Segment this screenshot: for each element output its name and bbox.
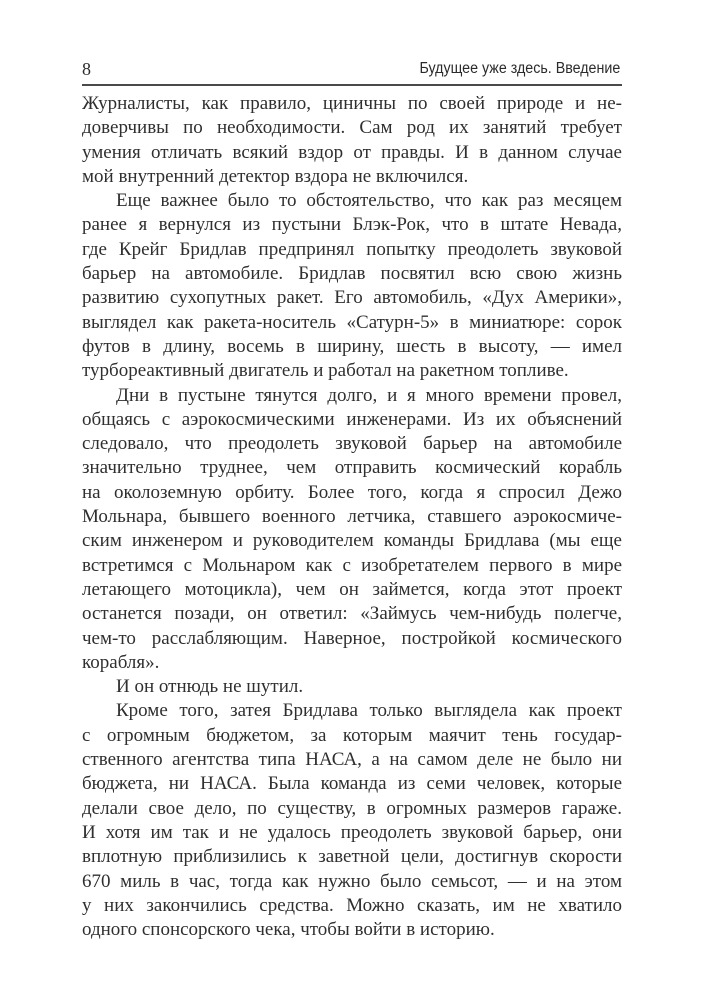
paragraph xyxy=(82,675,622,699)
text-line: одного спонсорского чека, чтобы войти в историю. xyxy=(82,919,495,941)
text-line: летающего мотоцикла), чем он займется, когда этот проект xyxy=(82,578,622,600)
paragraph xyxy=(82,699,622,942)
text-line: Журналисты, как правило, циничны по своей природе и не- xyxy=(82,93,622,114)
text-line: доверчивы по необходимости. Сам род их занятий требует xyxy=(82,117,622,139)
text-line: ским инженером и руководителем команды Бридлава (мы еще xyxy=(82,530,622,552)
page-number: 8 xyxy=(82,59,91,79)
text-line: с огромным бюджетом, за которым маячит тень государ- xyxy=(82,724,622,746)
text-line: где Крейг Бридлав предпринял попытку преодолеть звуковой xyxy=(82,238,622,260)
text-line: у них закончились средства. Можно сказать, им не хватило xyxy=(82,894,622,916)
text-line: Кроме того, затея Бридлава только выглядела как проект xyxy=(116,700,622,722)
text-line: мой внутренний детектор вздора не включился. xyxy=(82,165,469,187)
text-line: футов в длину, восемь в ширину, шесть в высоту, — имел xyxy=(82,335,622,357)
page-header xyxy=(82,58,620,84)
text-line: бюджета, ни НАСА. Была команда из семи человек, которые xyxy=(82,773,622,795)
text-line: 670 миль в час, тогда как нужно было семьсот, — и на этом xyxy=(82,870,622,892)
running-title: Будущее уже здесь. Введение xyxy=(419,60,620,77)
paragraph xyxy=(82,189,622,383)
text-line: корабля». xyxy=(82,651,160,673)
text-line: Дни в пустыне тянутся долго, и я много времени провел, xyxy=(116,384,622,406)
text-line: турбореактивный двигатель и работал на ракетном топливе. xyxy=(82,360,569,382)
text-line: Мольнара, бывшего военного летчика, ставшего аэрокосмиче- xyxy=(82,506,622,528)
header-divider xyxy=(82,84,622,86)
text-line: Еще важнее было то обстоятельство, что как раз месяцем xyxy=(116,190,622,212)
text-line: чем-то расслабляющим. Наверное, постройкой космического xyxy=(82,627,622,649)
text-line: барьер на автомобиле. Бридлав посвятил всю свою жизнь xyxy=(82,263,622,285)
text-line: следовало, что преодолеть звуковой барьер на автомобиле xyxy=(82,433,622,455)
text-line: развитию сухопутных ракет. Его автомобиль, «Дух Америки», xyxy=(82,287,622,309)
text-line: на околоземную орбиту. Более того, когда я спросил Дежо xyxy=(82,481,622,503)
body-text xyxy=(82,92,622,942)
text-line: ственного агентства типа НАСА, а на самом деле не было ни xyxy=(82,749,622,771)
text-line: делали свое дело, по существу, в огромных размеров гараже. xyxy=(82,797,622,819)
paragraph xyxy=(82,92,622,189)
paragraph xyxy=(82,384,622,676)
text-line: значительно труднее, чем отправить космический корабль xyxy=(82,457,622,479)
text-line: вплотную приблизились к заветной цели, достигнув скорости xyxy=(82,846,622,868)
text-line: И он отнюдь не шутил. xyxy=(116,676,304,698)
text-line: И хотя им так и не удалось преодолеть звуковой барьер, они xyxy=(82,821,622,843)
text-line: останется позади, он ответил: «Займусь чем-нибудь полегче, xyxy=(82,603,622,625)
text-line: ранее я вернулся из пустыни Блэк-Рок, что в штате Невада, xyxy=(82,214,622,236)
text-line: выглядел как ракета-носитель «Сатурн-5» в миниатюре: сорок xyxy=(82,311,622,333)
text-line: встретимся с Мольнаром как с изобретателем первого в мире xyxy=(82,554,622,576)
text-line: умения отличать всякий вздор от правды. И в данном случае xyxy=(82,141,622,163)
text-line: общаясь с аэрокосмическими инженерами. Из их объяснений xyxy=(82,408,622,430)
